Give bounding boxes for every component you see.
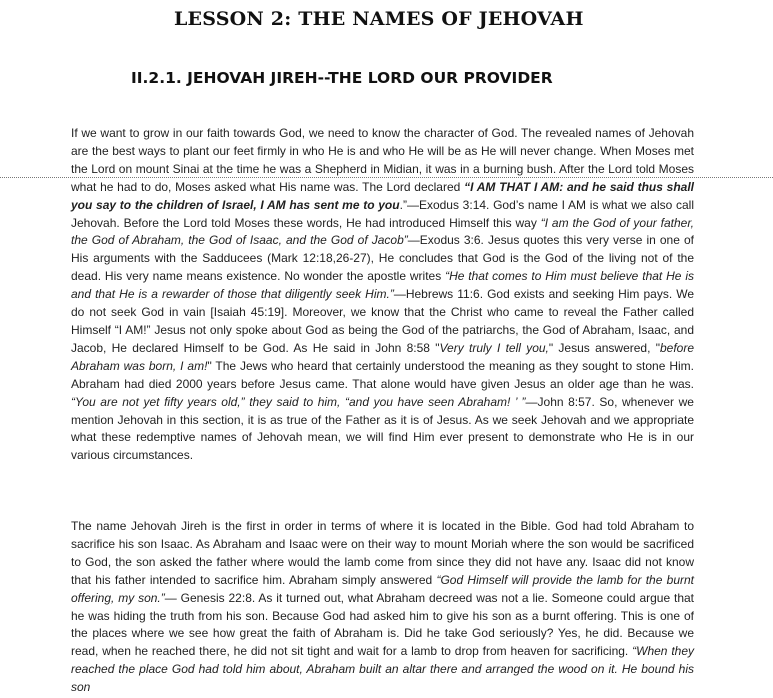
p1-text-2: .”—Exodus 3:14. God’s name I AM is what we also call Jehovah. Before the Lord told Moses these words, He had introduced Himself this way: [71, 197, 695, 230]
p1-text-5: " Jesus answered, ": [548, 340, 660, 355]
lesson-title: LESSON 2: THE NAMES OF JEHOVAH: [174, 8, 584, 30]
p1-quote-john-8-58-a: Very truly I tell you,: [439, 340, 549, 355]
p1-text-4: —Hebrews 11:6. God exists and seeking Him pays. We do not seek God in vain [Isaiah 45:19]. Moreover, we know that the Christ who came to reveal the Father called Himself “I AM!” Jesus not only spoke about God as being the God of the patriarchs, the God of Abraham, Isaac, and Jacob, He declared Himself to be God. As He said in John 8:58 ": [71, 287, 694, 355]
paragraph-2: [71, 518, 694, 697]
p1-quote-john-8-58-b: before Abraham was born, I am!: [71, 340, 695, 373]
p1-quote-hebrews-11-6: “He that comes to Him must believe that He is and that He is a rewarder of those that diligently seek Him.”: [71, 269, 694, 302]
section-title: II.2.1. JEHOVAH JIREH--THE LORD OUR PROVIDER: [131, 69, 553, 87]
p1-text-6: " The Jews who heard that certainly understood the meaning as they sought to stone Him. Abraham had died 2000 years before Jesus came. That alone would have given Jesus an older age than he was.: [71, 358, 694, 391]
p1-text-1: If we want to grow in our faith towards God, we need to know the character of God. The revealed names of Jehovah are the best ways to plant our feet firmly in who He is and who He will be as He will never change. When Moses met the Lord on mount Sinai at the time he was a Shepherd in Midian, it was in a burning bush. After the Lord told Moses what he had to do, Moses asked what His name was. The Lord declared: [71, 126, 694, 194]
p2-quote-genesis-22-8: “God Himself will provide the lamb for the burnt offering, my son.”: [71, 572, 694, 605]
p1-quote-exodus-3-6: “I am the God of your father, the God of Abraham, the God of Isaac, and the God of Jacob”: [71, 215, 694, 248]
p1-quote-john-8-57: “You are not yet fifty years old,” they said to him, “and you have seen Abraham! ’ ”: [71, 394, 526, 409]
p1-text-3: —Exodus 3:6. Jesus quotes this very verse in one of His arguments with the Sadducees (Mark 12:18,26-27), He concludes that God is the God of the living not of the dead. His very name means existence. No wonder the apostle writes: [71, 233, 694, 284]
p2-text-1: The name Jehovah Jireh is the first in order in terms of where it is located in the Bible. God had told Abraham to sacrifice his son Isaac. As Abraham and Isaac were on their way to mount Moriah where the son would be sacrificed to God, the son asked the father where would the lamb come from since they did not have any. Isaac did not know that his father intended to sacrifice him. Abraham simply answered: [71, 519, 694, 587]
p1-text-7: —John 8:57. So, whenever we mention Jehovah in this section, it is as true of the Father as it is of Jesus. As we seek Jehovah and we appropriate what these redemptive names of Jehovah mean, we will find Him ever present to demonstrate who He is in our various circumstances.: [71, 394, 694, 463]
paragraph-1: [71, 125, 694, 465]
p1-quote-exodus-3-14: “I AM THAT I AM: and he said thus shall you say to the children of Israel, I AM has sent me to you: [71, 179, 695, 212]
p2-quote-genesis-22-9: “When they reached the place God had told him about, Abraham built an altar there and arranged the wood on it. He bound his son: [71, 644, 694, 695]
p2-text-2: — Genesis 22:8. As it turned out, what Abraham decreed was not a lie. Someone could argue that he was hiding the truth from his son. Because God had asked him to give his son as a burnt offering. This is one of the places where we see how great the faith of Abraham is. Did he take God seriously? Yes, he did. Because we read, when he reached there, he did not sit tight and wait for a lamb to drop from heaven for sacrificing.: [71, 590, 695, 659]
